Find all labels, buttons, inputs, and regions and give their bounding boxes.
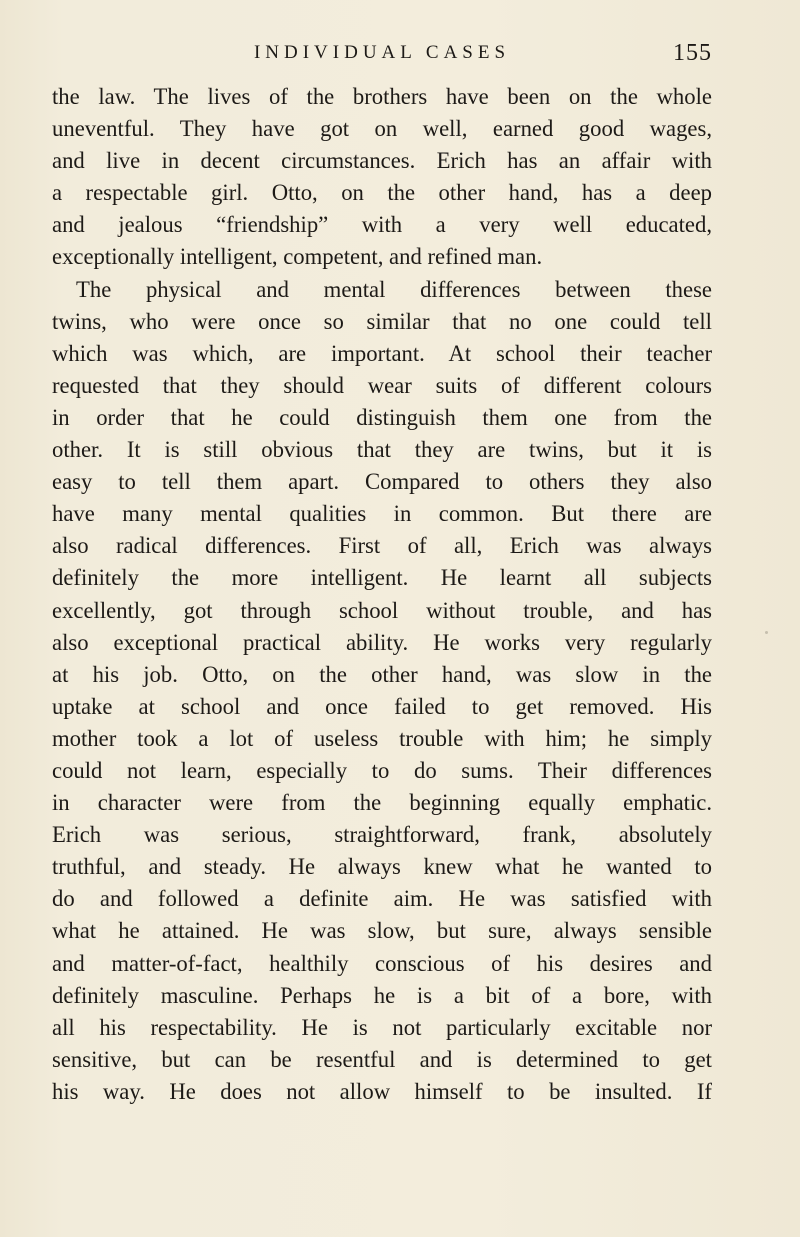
running-head (52, 38, 712, 78)
text-line: and matter-of-fact, healthily conscious of his desires and (52, 950, 712, 976)
text-line: exceptionally intelligent, competent, and refined man. (52, 244, 543, 270)
text-line: excellently, got through school without trouble, and has (52, 597, 712, 623)
text-line: easy to tell them apart. Compared to others they also (52, 469, 712, 495)
text-line: the law. The lives of the brothers have been on the whole (52, 84, 712, 109)
text-line: mother took a lot of useless trouble with him; he simply (52, 725, 712, 751)
text-line: have many mental qualities in common. But there are (52, 501, 712, 527)
text-line: which was which, are important. At school their teacher (52, 340, 712, 366)
text-line: and jealous “friendship” with a very well educated, (52, 212, 712, 238)
text-line: other. It is still obvious that they are twins, but it is (52, 437, 712, 463)
text-line: definitely the more intelligent. He learnt all subjects (52, 565, 712, 591)
text-line: sensitive, but can be resentful and is determined to get (52, 1046, 712, 1072)
text-line: uneventful. They have got on well, earned good wages, (52, 116, 712, 142)
paragraph-start-line: The physical and mental differences between these (76, 276, 712, 302)
text-line: in order that he could distinguish them one from the (52, 404, 712, 430)
text-line: uptake at school and once failed to get removed. His (52, 693, 712, 719)
text-line: could not learn, especially to do sums. Their differences (52, 757, 712, 783)
margin-speck (765, 631, 768, 634)
text-line: in character were from the beginning equally emphatic. (52, 790, 712, 816)
text-line: twins, who were once so similar that no one could tell (52, 308, 712, 334)
running-title: INDIVIDUAL CASES (253, 42, 511, 63)
text-line: a respectable girl. Otto, on the other hand, has a deep (52, 180, 712, 206)
text-line: definitely masculine. Perhaps he is a bit of a bore, with (52, 982, 712, 1008)
text-line: also exceptional practical ability. He works very regularly (52, 629, 712, 655)
body-text (52, 81, 712, 1108)
text-line: Erich was serious, straightforward, frank, absolutely (52, 822, 712, 848)
text-line: his way. He does not allow himself to be insulted. If (52, 1078, 712, 1104)
page-number: 155 (673, 40, 712, 66)
text-line: at his job. Otto, on the other hand, was slow in the (52, 661, 712, 687)
text-line: also radical differences. First of all, Erich was always (52, 533, 712, 559)
text-line: all his respectability. He is not particularly excitable nor (52, 1014, 712, 1040)
text-line: and live in decent circumstances. Erich has an affair with (52, 148, 712, 174)
text-line: truthful, and steady. He always knew what he wanted to (52, 854, 712, 880)
text-line: what he attained. He was slow, but sure, always sensible (52, 918, 712, 944)
text-line: requested that they should wear suits of different colours (52, 372, 712, 398)
text-line: do and followed a definite aim. He was satisfied with (52, 886, 712, 912)
